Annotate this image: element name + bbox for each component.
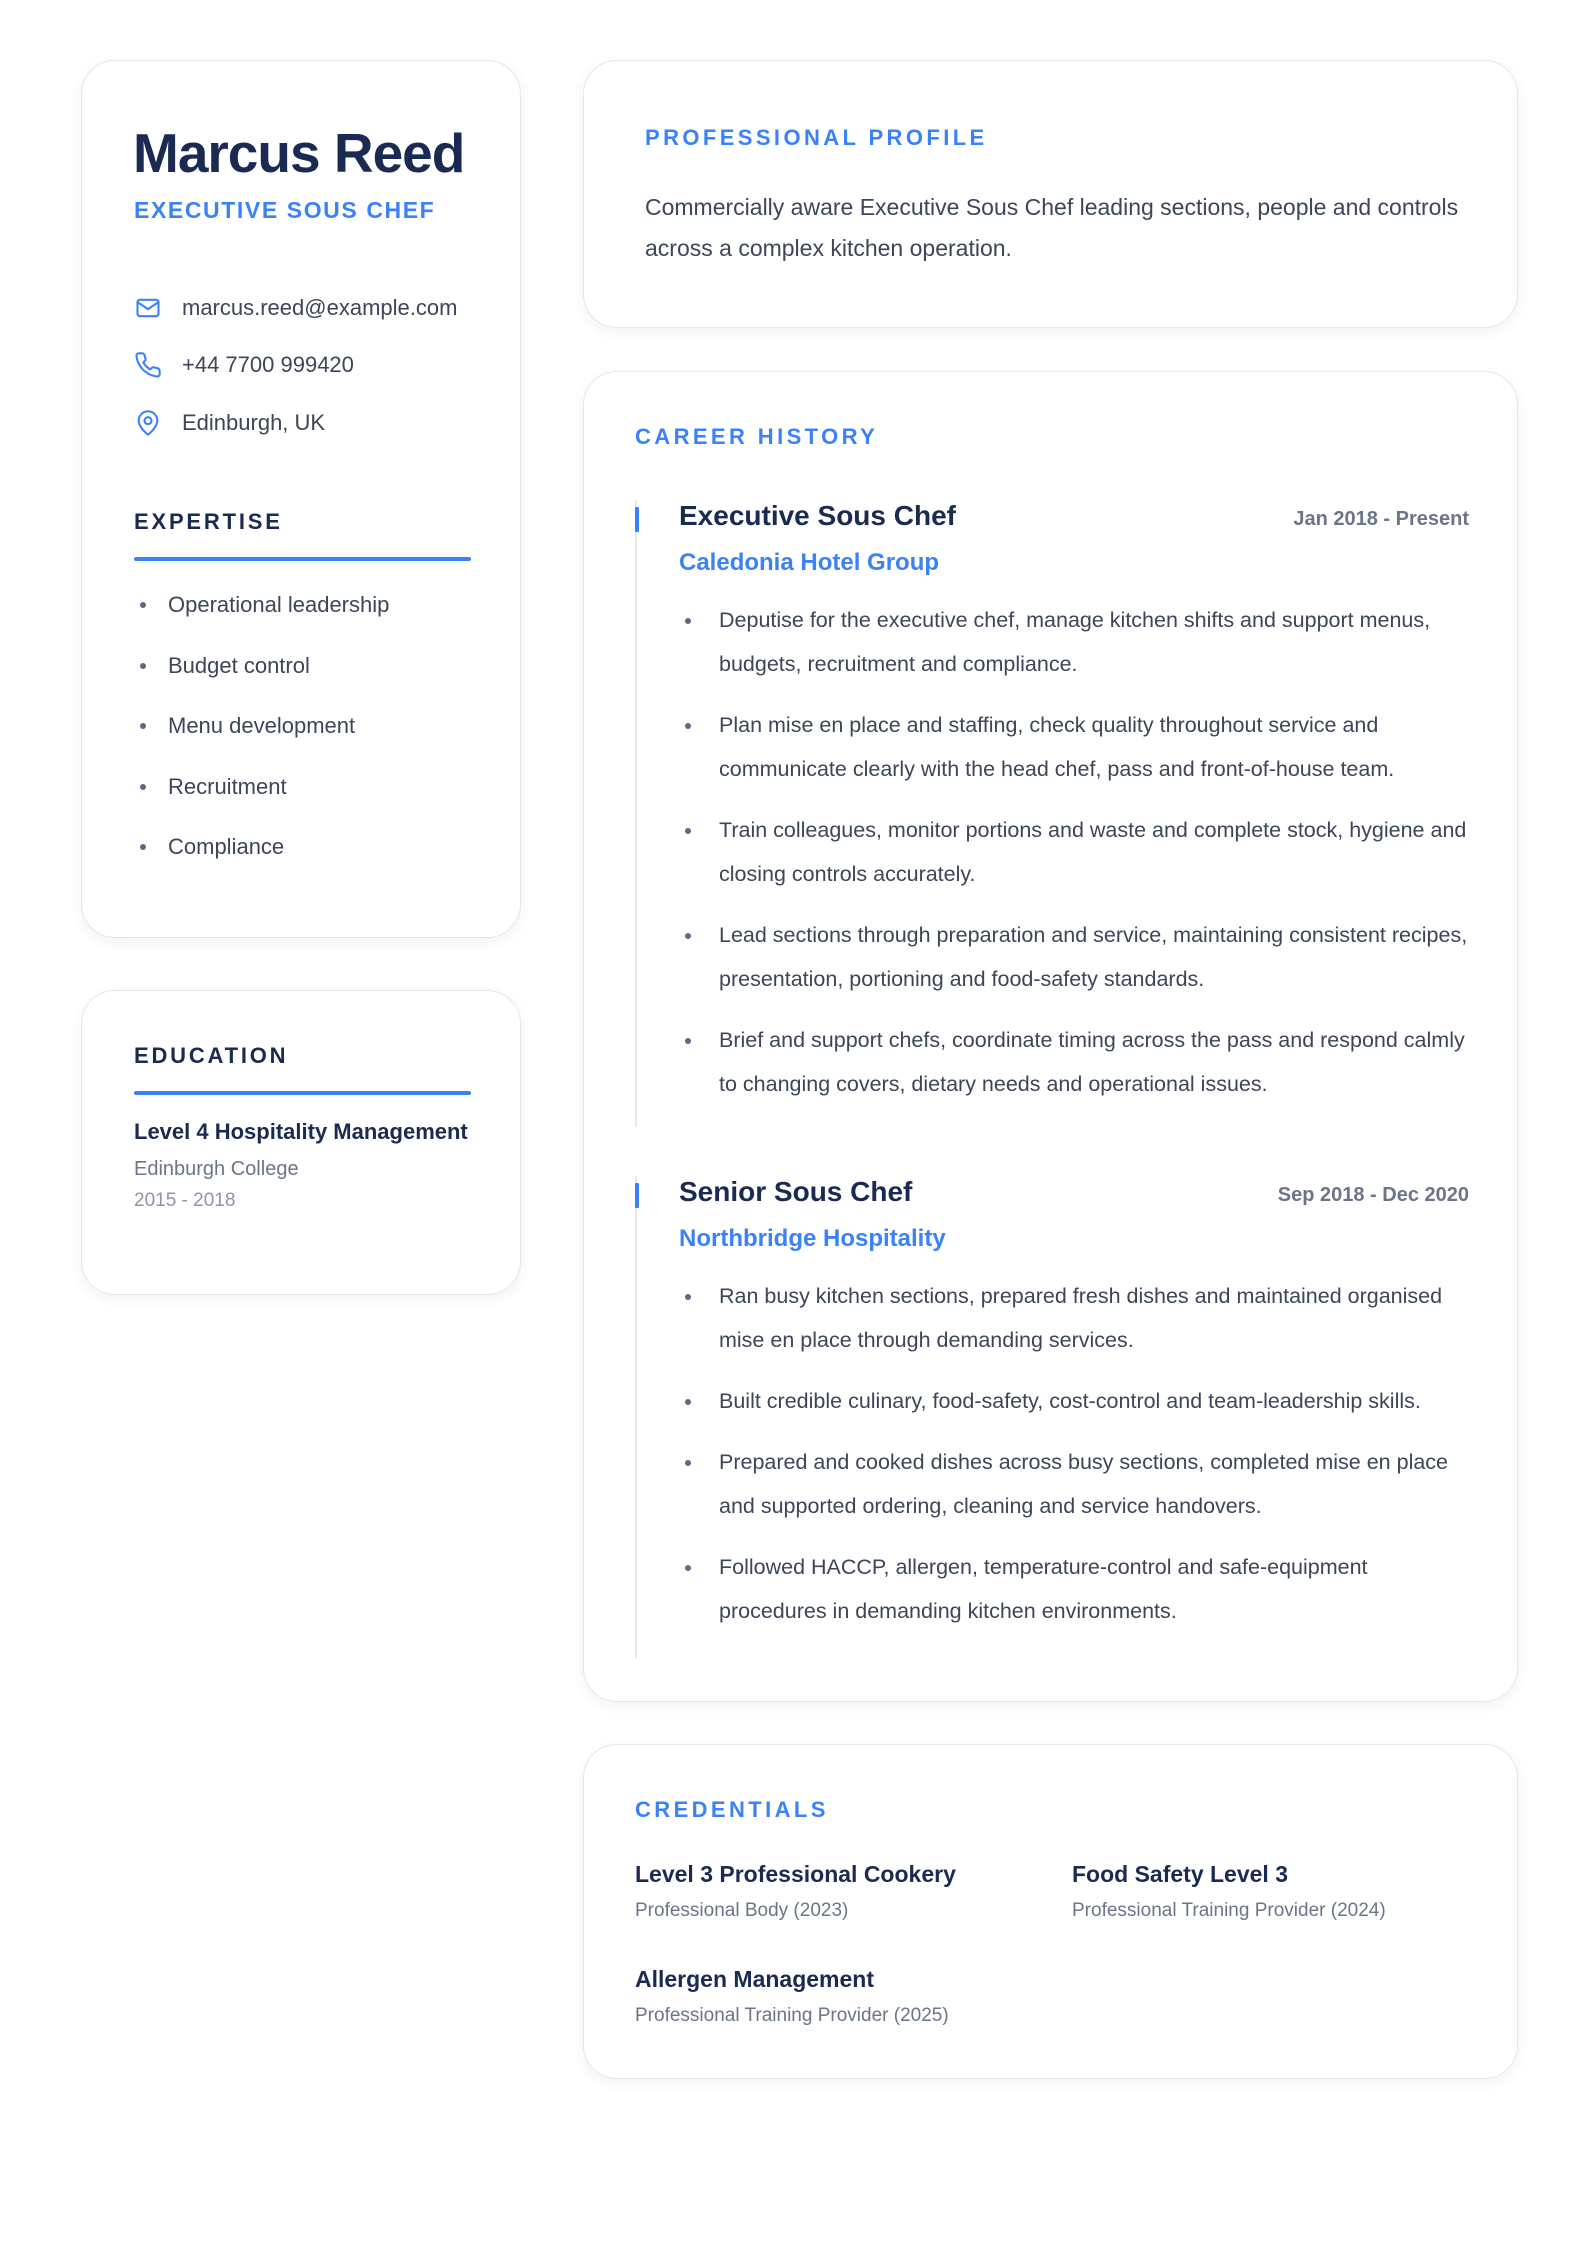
contact-email-row[interactable] [134,293,457,323]
timeline-marker [635,507,639,532]
job-bullet-list [679,1274,1469,1650]
credential-name: Level 3 Professional Cookery [635,1861,956,1887]
expertise-item-label: Menu development [168,713,356,738]
education-heading: EDUCATION [134,1043,289,1068]
expertise-item-label: Recruitment [168,774,287,799]
contact-phone-row[interactable] [134,350,354,380]
candidate-name: Marcus Reed [133,122,465,184]
expertise-item-label: Operational leadership [168,592,390,617]
career-card [583,371,1518,1702]
education-school: Edinburgh College [134,1158,299,1180]
summary-heading: PROFESSIONAL PROFILE [645,125,988,150]
expertise-item [134,772,287,802]
contact-phone[interactable]: +44 7700 999420 [182,352,354,377]
expertise-item [134,711,355,741]
bullet-icon [140,723,146,729]
job-bullet: Brief and support chefs, coordinate timing across the pass and respond calmly to changing covers, dietary needs and operational issues. [679,1018,1469,1106]
summary-card [583,60,1518,328]
job-entry [635,1176,1469,1658]
career-heading: CAREER HISTORY [635,424,879,449]
credential-issuer: Professional Training Provider (2024) [1072,1900,1386,1921]
job-bullet-list [679,598,1469,1123]
credentials-card [583,1744,1518,2079]
profile-card [81,60,521,938]
timeline-line [635,1176,637,1658]
expertise-item-label: Budget control [168,653,310,678]
job-dates: Sep 2018 - Dec 2020 [1277,1184,1469,1206]
bullet-icon [140,784,146,790]
job-company: Caledonia Hotel Group [679,549,940,576]
phone-icon [134,351,162,379]
credential-issuer: Professional Body (2023) [635,1900,849,1921]
job-role: Senior Sous Chef [679,1176,913,1207]
education-divider [134,1091,471,1095]
education-degree: Level 4 Hospitality Management [134,1119,468,1144]
contact-location-row [134,408,325,438]
bullet-icon [140,844,146,850]
credential-item [1072,1861,1386,1922]
contact-email[interactable]: marcus.reed@example.com [182,295,458,320]
job-entry [635,500,1469,1127]
bullet-icon [140,663,146,669]
credential-issuer: Professional Training Provider (2025) [635,2005,949,2026]
mail-icon [134,294,162,322]
job-bullet: Plan mise en place and staffing, check quality throughout service and communicate clearly with the head chef, pass and front-of-house team. [679,703,1469,791]
expertise-item [134,832,284,862]
credential-name: Allergen Management [635,1966,874,1992]
job-role: Executive Sous Chef [679,500,956,531]
location-pin-icon [134,409,162,437]
expertise-item [134,590,389,620]
timeline-line [635,500,637,1127]
timeline-marker [635,1183,639,1208]
credential-name: Food Safety Level 3 [1072,1861,1289,1887]
job-bullet: Prepared and cooked dishes across busy sections, completed mise en place and supported ordering, cleaning and service handovers. [679,1440,1469,1528]
job-bullet: Ran busy kitchen sections, prepared fresh dishes and maintained organised mise en place through demanding services. [679,1274,1469,1362]
expertise-divider [134,557,471,561]
credential-item [635,1966,949,2027]
credentials-heading: CREDENTIALS [635,1797,829,1822]
job-dates: Jan 2018 - Present [1293,508,1469,530]
education-card [81,990,521,1295]
job-bullet: Train colleagues, monitor portions and waste and complete stock, hygiene and closing controls accurately. [679,808,1469,896]
credential-item [635,1861,956,1922]
summary-text: Commercially aware Executive Sous Chef leading sections, people and controls across a complex kitchen operation. [645,194,1459,261]
contact-location: Edinburgh, UK [182,410,326,435]
education-years: 2015 - 2018 [134,1190,236,1211]
expertise-heading: EXPERTISE [134,509,283,534]
candidate-title: EXECUTIVE SOUS CHEF [134,197,436,223]
bullet-icon [140,602,146,608]
job-bullet: Followed HACCP, allergen, temperature-control and safe-equipment procedures in demanding kitchen environments. [679,1545,1469,1633]
job-bullet: Lead sections through preparation and service, maintaining consistent recipes, presentation, portioning and food-safety standards. [679,913,1469,1001]
job-bullet: Built credible culinary, food-safety, cost-control and team-leadership skills. [679,1379,1469,1423]
expertise-item [134,651,310,681]
job-company: Northbridge Hospitality [679,1225,946,1252]
expertise-item-label: Compliance [168,834,285,859]
job-bullet: Deputise for the executive chef, manage kitchen shifts and support menus, budgets, recruitment and compliance. [679,598,1469,686]
